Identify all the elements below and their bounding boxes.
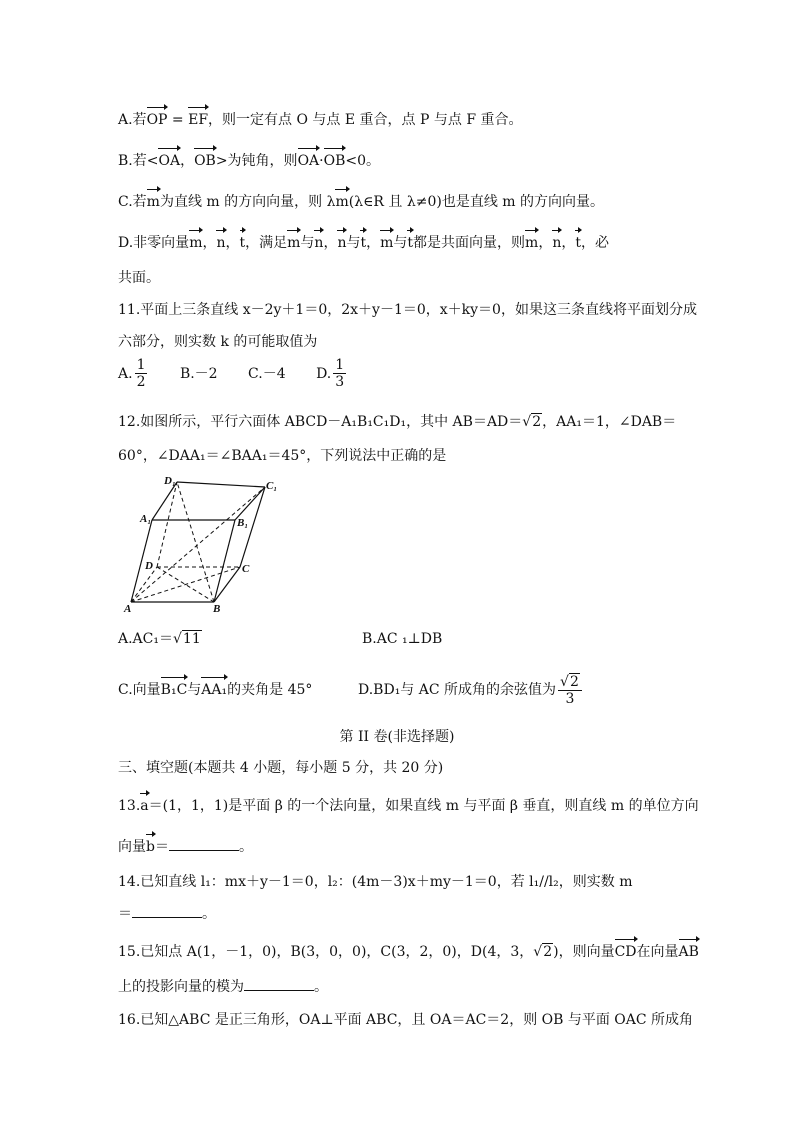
text: C.向量 xyxy=(118,682,161,698)
q16-line1: 16.已知△ABC 是正三角形，OA⊥平面 ABC，且 OA＝AC＝2，则 OB 与平面 OAC 所成角 xyxy=(118,1012,694,1028)
text: 向量 xyxy=(118,839,146,855)
denominator: 3 xyxy=(565,690,575,707)
vector-n: n xyxy=(216,235,226,251)
text: A.AC₁＝ xyxy=(118,631,173,647)
vector-t: t xyxy=(575,235,581,251)
q11-stem-line1: 11.平面上三条直线 x－2y＋1＝0，2x＋y－1＝0，x＋ky＝0，如果这三条直线将平面划分成 xyxy=(118,302,697,318)
q11-stem-line2: 六部分，则实数 k 的可能取值为 xyxy=(118,334,318,350)
text: 15.已知点 A(1，－1，0)，B(3，0，0)，C(3，2，0)，D(4，3， xyxy=(118,944,534,960)
q12-option-c xyxy=(118,680,312,700)
q15-line1 xyxy=(118,942,699,962)
q11-options xyxy=(118,357,348,390)
q12-option-d xyxy=(358,668,584,712)
text: ， xyxy=(561,235,576,251)
text: 满足 xyxy=(259,235,288,251)
text: (λ∈R 且 λ≠0)也是直线 m 的方向向量。 xyxy=(348,194,605,210)
label-b: B xyxy=(213,603,221,614)
q12-option-b: B.AC ₁⊥DB xyxy=(362,631,443,647)
text: B.若< xyxy=(118,153,159,169)
vector-n: n xyxy=(314,235,324,251)
vector-m: m xyxy=(380,235,394,251)
text: ，则一定有点 O 与点 E 重合，点 P 与点 F 重合。 xyxy=(208,112,523,128)
radicand: 2 xyxy=(532,414,542,430)
label-a: A xyxy=(124,603,132,614)
vector-t: t xyxy=(239,235,246,251)
fraction xyxy=(333,357,346,390)
text: ＝ xyxy=(154,839,169,855)
figure-hidden-edges xyxy=(131,482,265,602)
q11-option-a xyxy=(118,357,149,390)
text: A.若 xyxy=(118,112,147,128)
option-label: A. xyxy=(118,365,133,382)
numerator xyxy=(558,674,582,691)
denominator: 2 xyxy=(136,374,146,390)
vector-t: t xyxy=(360,235,367,251)
sqrt: √2 xyxy=(533,944,553,960)
vector-ef: EF xyxy=(188,112,209,128)
radicand: 11 xyxy=(182,631,201,647)
section-heading: 三、填空题(本题共 4 小题，每小题 5 分，共 20 分) xyxy=(118,760,444,776)
q13-line2 xyxy=(118,836,253,857)
radicand: 2 xyxy=(569,673,579,690)
q15-line2 xyxy=(118,976,328,997)
text: ， xyxy=(225,235,240,251)
vector-ob: OB xyxy=(323,153,346,169)
section-title: 第 II 卷(非选择题) xyxy=(339,729,455,745)
sqrt: √2 xyxy=(522,414,542,430)
text: 与 xyxy=(187,682,202,698)
text: 与 xyxy=(300,235,315,251)
vector-op: OP xyxy=(146,112,168,128)
sqrt: √11 xyxy=(173,631,201,647)
figure-edges xyxy=(131,482,265,602)
edge-dd1 xyxy=(157,482,177,567)
text: D.非零向量 xyxy=(118,235,190,251)
vector-b: b xyxy=(146,839,155,855)
vector-m: m xyxy=(525,235,539,251)
text: ， xyxy=(323,235,338,251)
q14-line1: 14.已知直线 l₁：mx＋y－1＝0，l₂：(4m－3)x＋my－1＝0，若 l₁//l₂，则实数 m xyxy=(118,874,633,890)
label-d: D xyxy=(145,560,153,572)
vector-cd: CD xyxy=(614,944,637,960)
fraction xyxy=(135,357,148,390)
vector-t: t xyxy=(407,235,414,251)
text: 上的投影向量的模为 xyxy=(118,979,244,995)
q10-option-b xyxy=(118,151,380,171)
text: D.BD₁与 AC 所成角的余弦值为 xyxy=(358,682,557,698)
vector-n: n xyxy=(337,235,347,251)
q10-option-d xyxy=(118,233,609,253)
text: 。 xyxy=(202,906,216,922)
vector-n: n xyxy=(552,235,562,251)
text: ， xyxy=(538,235,553,251)
label-d1: D₁ xyxy=(164,475,176,487)
vector-ab: AB xyxy=(678,944,699,960)
label-a1: A₁ xyxy=(140,513,152,525)
edge-a1d1 xyxy=(152,482,177,520)
q12-stem-line1 xyxy=(118,412,676,432)
q12-option-a xyxy=(118,629,202,649)
q12-stem-line2: 60°，∠DAA₁＝∠BAA₁＝45°，下列说法中正确的是 xyxy=(118,448,447,464)
q11-option-b: B.－2 xyxy=(179,365,218,382)
text: 为直线 m 的方向向量，则 λ xyxy=(159,194,336,210)
text: ＝(1，1，1)是平面 β 的一个法向量，如果直线 m 与平面 β 垂直，则直线 m 的单位方向 xyxy=(148,798,699,814)
q10-option-c xyxy=(118,192,604,212)
text: ， xyxy=(245,235,260,251)
fraction xyxy=(558,674,582,707)
q13-line1 xyxy=(118,796,699,816)
text: 的夹角是 45° xyxy=(227,682,313,698)
option-label: D. xyxy=(316,365,332,382)
vector-oa: OA xyxy=(158,153,181,169)
diag-ac1 xyxy=(131,487,265,602)
edge-bb1 xyxy=(214,520,235,602)
text: 13. xyxy=(118,798,141,814)
numerator: 1 xyxy=(136,357,146,373)
diag-ac xyxy=(131,567,240,602)
text: 。 xyxy=(238,839,253,855)
denominator: 3 xyxy=(335,374,345,390)
text: 都是共面向量，则 xyxy=(413,235,526,251)
vector-ob: OB xyxy=(194,153,216,169)
text: 。 xyxy=(314,979,328,995)
q14-line2 xyxy=(118,903,216,924)
sqrt: √2 xyxy=(560,673,579,690)
vector-b1c: B₁C xyxy=(160,682,188,698)
parallelepiped-figure xyxy=(122,474,292,614)
vector-m: m xyxy=(146,194,160,210)
text: ， xyxy=(366,235,381,251)
answer-blank[interactable] xyxy=(169,836,239,851)
q11-option-c: C.－4 xyxy=(248,365,286,382)
text: )，则向量 xyxy=(553,944,615,960)
answer-blank[interactable] xyxy=(244,976,314,991)
edge-d1c1 xyxy=(177,482,265,487)
label-b1: B₁ xyxy=(237,517,249,529)
text: 在向量 xyxy=(636,944,679,960)
text: 12.如图所示，平行六面体 ABCD－A₁B₁C₁D₁，其中 AB＝AD＝ xyxy=(118,414,523,430)
text: 与 xyxy=(346,235,361,251)
q10-option-d-cont: 共面。 xyxy=(118,270,160,286)
text: ， xyxy=(180,153,195,169)
label-c1: C₁ xyxy=(266,480,278,492)
vector-oa: OA xyxy=(297,153,320,169)
text: >为钝角，则 xyxy=(215,153,298,169)
text: · xyxy=(319,153,324,169)
answer-blank[interactable] xyxy=(132,903,202,918)
edge-b1c1 xyxy=(235,487,265,520)
vector-m: m xyxy=(335,194,349,210)
text: <0。 xyxy=(345,153,381,169)
q10-option-a xyxy=(118,110,522,130)
vector-m: m xyxy=(287,235,301,251)
numerator: 1 xyxy=(335,357,345,373)
text: = xyxy=(167,112,189,128)
text: ， xyxy=(581,235,595,251)
vector-a: a xyxy=(140,798,149,814)
text: ＝ xyxy=(118,906,132,922)
text: ， xyxy=(202,235,217,251)
diag-bd1 xyxy=(177,482,214,602)
vector-aa1: AA₁ xyxy=(201,682,228,698)
q11-option-d xyxy=(316,357,348,390)
text: 必 xyxy=(595,235,609,251)
vector-m: m xyxy=(189,235,203,251)
label-c: C xyxy=(242,563,250,575)
text: 与 xyxy=(393,235,408,251)
text: ，AA₁＝1，∠DAB＝ xyxy=(542,414,677,430)
text: C.若 xyxy=(118,194,147,210)
radicand: 2 xyxy=(543,944,553,960)
